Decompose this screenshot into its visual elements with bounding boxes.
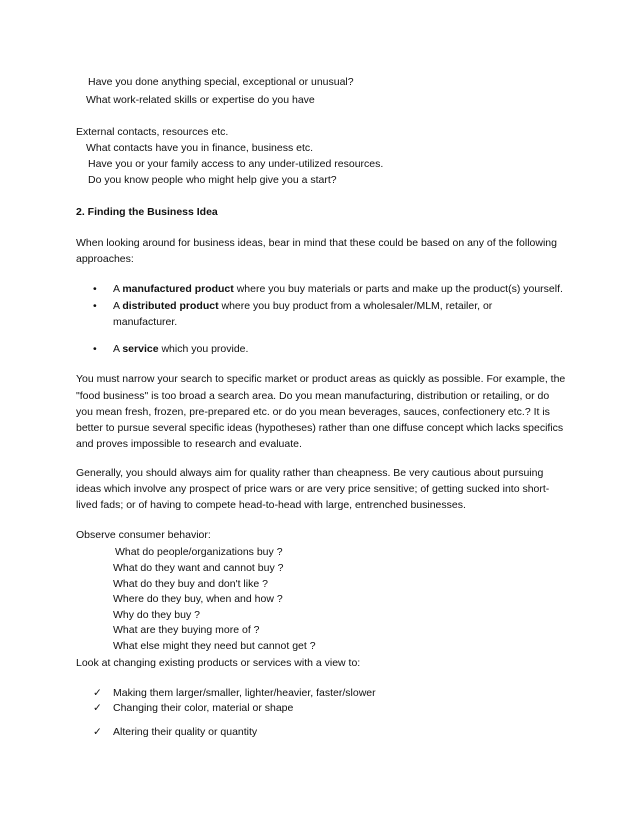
external-heading: External contacts, resources etc. [76, 126, 229, 138]
consumer-question: What do they want and cannot buy ? [113, 562, 284, 574]
changing-heading: Look at changing existing products or services with a view to: [76, 657, 361, 669]
check-item: Altering their quality or quantity [113, 726, 258, 738]
para1-line-2: "food business" is too broad a search area. Do you mean manufacturing, distribution or retailing, or do [76, 390, 550, 402]
bullet-item-manufactured: A manufactured product where you buy materials or parts and make up the product(s) yourself. [113, 283, 563, 295]
check-icon: ✓ [93, 687, 102, 699]
check-icon: ✓ [93, 726, 102, 738]
para1-line-4: better to pursue several specific ideas (hypotheses) rather than one diffuse concept which lacks specifics [76, 422, 564, 434]
para1-line-3: you mean fresh, frozen, pre-prepared etc. or do you mean beverages, sauces, confectionery etc.? It is [76, 406, 550, 418]
check-icon: ✓ [93, 702, 102, 714]
consumer-question: Why do they buy ? [113, 609, 200, 621]
bullet-item-service: A service which you provide. [113, 343, 249, 355]
para1-line-1: You must narrow your search to specific market or product areas as quickly as possible. For example, the [76, 373, 566, 385]
approaches-line-2: approaches: [76, 253, 134, 265]
para1-line-5: and proves impossible to research and evaluate. [76, 438, 302, 450]
section-title: 2. Finding the Business Idea [76, 206, 218, 218]
check-item: Making them larger/smaller, lighter/heavier, faster/slower [113, 687, 376, 699]
check-item: Changing their color, material or shape [113, 702, 294, 714]
consumer-question: What are they buying more of ? [113, 624, 260, 636]
intro-line-2: What work-related skills or expertise do you have [86, 94, 315, 106]
bullet-icon: • [93, 300, 97, 312]
bullet-icon: • [93, 343, 97, 355]
intro-line-1: Have you done anything special, exceptional or unusual? [88, 76, 354, 88]
external-line-2: Have you or your family access to any under-utilized resources. [88, 158, 384, 170]
consumer-question: What else might they need but cannot get ? [113, 640, 316, 652]
bullet-item-distributed-cont: manufacturer. [113, 316, 178, 328]
bullet-icon: • [93, 283, 97, 295]
para2-line-2: ideas which involve any prospect of price wars or are very price sensitive; of getting sucked into short- [76, 483, 550, 495]
approaches-line-1: When looking around for business ideas, bear in mind that these could be based on any of the following [76, 237, 557, 249]
para2-line-1: Generally, you should always aim for quality rather than cheapness. Be very cautious about pursuing [76, 467, 544, 479]
external-line-3: Do you know people who might help give you a start? [88, 174, 337, 186]
para2-line-3: lived fads; or of having to compete head-to-head with large, entrenched businesses. [76, 499, 466, 511]
external-line-1: What contacts have you in finance, business etc. [86, 142, 314, 154]
bullet-item-distributed: A distributed product where you buy product from a wholesaler/MLM, retailer, or [113, 300, 493, 312]
consumer-question: What do people/organizations buy ? [115, 546, 283, 558]
consumer-question: Where do they buy, when and how ? [113, 593, 283, 605]
consumer-question: What do they buy and don't like ? [113, 578, 268, 590]
consumer-heading: Observe consumer behavior: [76, 529, 211, 541]
